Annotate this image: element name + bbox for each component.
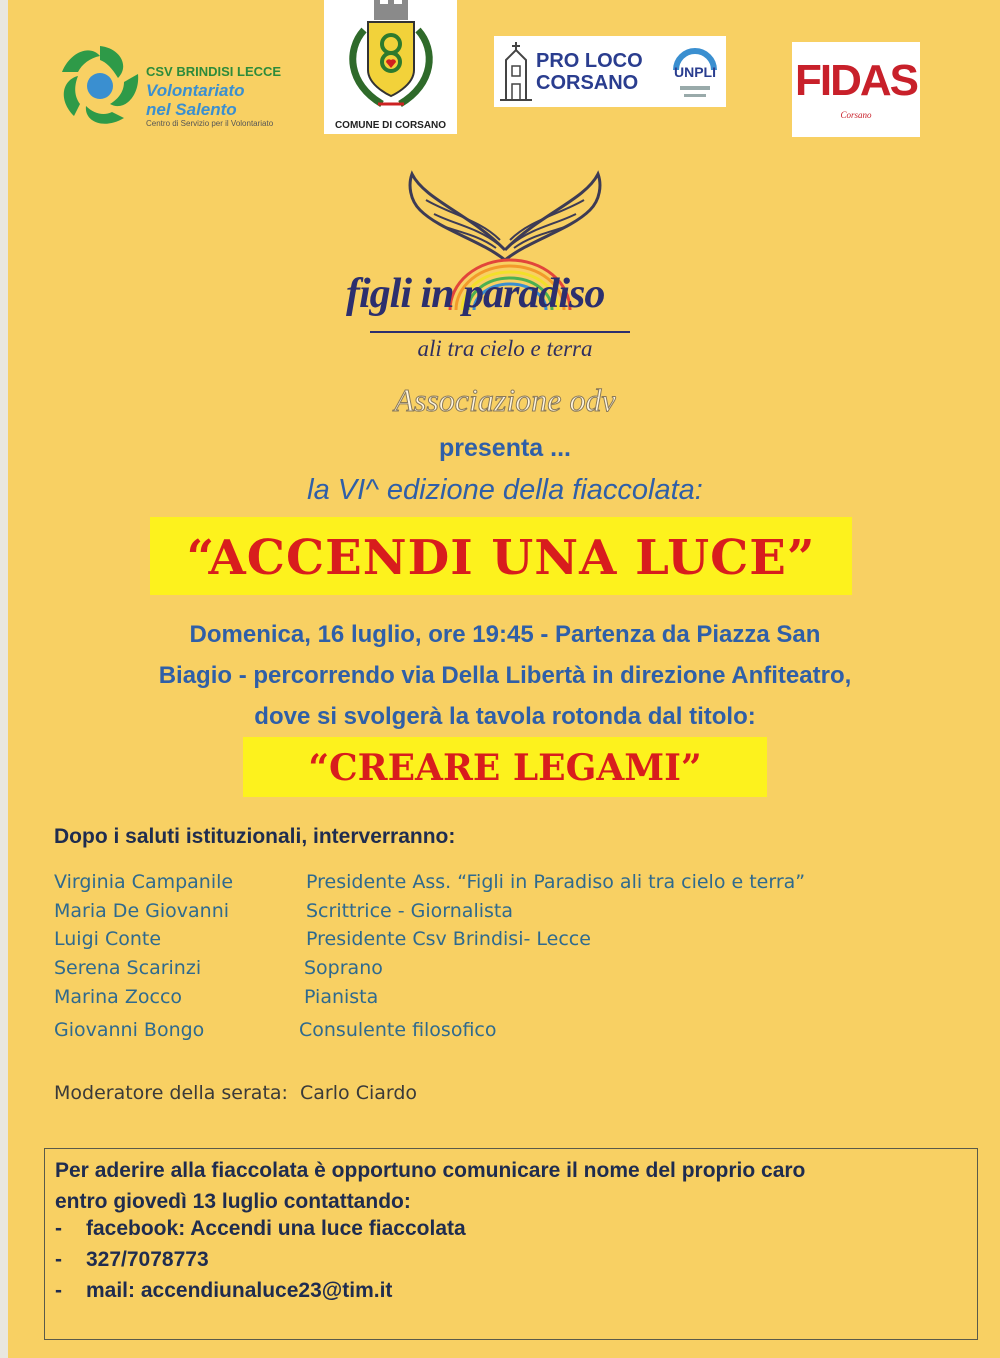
bullet-dash: - bbox=[55, 1279, 62, 1302]
contact-phone bbox=[55, 1248, 209, 1272]
moderator: Moderatore della serata: Carlo Ciardo bbox=[54, 1082, 418, 1104]
fidas-sub: Corsano bbox=[840, 110, 872, 120]
comune-logo bbox=[324, 0, 457, 134]
csv-line3: nel Salento bbox=[146, 100, 237, 119]
speakers-heading: Dopo i saluti istituzionali, interverranno: bbox=[54, 825, 456, 848]
csv-line4: Centro di Servizio per il Volontariato bbox=[146, 119, 274, 128]
speaker-name: Marina Zocco bbox=[54, 986, 183, 1008]
speaker-name: Giovanni Bongo bbox=[54, 1019, 205, 1041]
csv-line1: CSV BRINDISI LECCE bbox=[146, 64, 282, 79]
proloco-line1: PRO LOCO bbox=[536, 50, 643, 72]
association-type: Associazione odv bbox=[394, 382, 616, 418]
association-name: figli in paradiso bbox=[346, 271, 605, 317]
speaker-role: Consulente filosofico bbox=[299, 1019, 497, 1041]
mail-link[interactable]: mail: accendiunaluce23@tim.it bbox=[86, 1279, 393, 1302]
association-logo bbox=[330, 170, 680, 370]
speaker-name: Serena Scarinzi bbox=[54, 957, 202, 979]
facebook-link[interactable]: facebook: Accendi una luce fiaccolata bbox=[86, 1217, 466, 1240]
details-line-2: Biagio - percorrendo via Della Libertà in direzione Anfiteatro, bbox=[158, 662, 852, 689]
speaker-role: Presidente Ass. “Figli in Paradiso ali tra cielo e terra” bbox=[306, 871, 806, 893]
proloco-logo bbox=[494, 36, 726, 107]
bullet-dash: - bbox=[55, 1248, 62, 1271]
proloco-line2: CORSANO bbox=[536, 72, 639, 94]
details-line-3: dove si svolgerà la tavola rotonda dal titolo: bbox=[254, 703, 756, 730]
contact-line-2: entro giovedì 13 luglio contattando: bbox=[55, 1190, 411, 1213]
contact-line-1: Per aderire alla fiaccolata è opportuno comunicare il nome del proprio caro bbox=[55, 1159, 806, 1182]
csv-logo bbox=[58, 42, 298, 134]
presenta-text: presenta ... bbox=[439, 434, 571, 462]
speaker-role: Scrittrice - Giornalista bbox=[306, 900, 513, 922]
phone-number[interactable]: 327/7078773 bbox=[86, 1248, 209, 1271]
bullet-dash: - bbox=[55, 1217, 62, 1240]
csv-emblem-icon bbox=[58, 42, 144, 132]
details-line-1: Domenica, 16 luglio, ore 19:45 - Partenza da Piazza San bbox=[189, 621, 821, 648]
contact-box bbox=[44, 1148, 978, 1340]
edition-text: la VI^ edizione della fiaccolata: bbox=[307, 474, 703, 506]
roundtable-title: “CREARE LEGAMI” bbox=[308, 747, 702, 789]
speaker-name: Maria De Giovanni bbox=[54, 900, 230, 922]
speaker-name: Luigi Conte bbox=[54, 928, 162, 950]
speaker-role: Presidente Csv Brindisi- Lecce bbox=[306, 928, 591, 950]
speaker-role: Pianista bbox=[304, 986, 379, 1008]
association-tagline: ali tra cielo e terra bbox=[417, 336, 593, 361]
speaker-role: Soprano bbox=[304, 957, 383, 979]
unpli-badge bbox=[668, 40, 722, 104]
speaker-name: Virginia Campanile bbox=[54, 871, 234, 893]
csv-line2: Volontariato bbox=[146, 81, 245, 100]
church-icon bbox=[498, 40, 534, 104]
contact-intro bbox=[55, 1155, 955, 1217]
crest-icon bbox=[324, 0, 457, 118]
comune-label: COMUNE DI CORSANO bbox=[334, 120, 447, 131]
contact-facebook bbox=[55, 1217, 466, 1241]
contact-mail bbox=[55, 1279, 392, 1303]
page-edge bbox=[0, 0, 8, 1358]
event-details bbox=[40, 614, 970, 737]
unpli-label: UNPLI bbox=[674, 64, 716, 80]
fidas-logo bbox=[792, 42, 920, 137]
fidas-label: FIDAS bbox=[795, 56, 917, 105]
event-title: “ACCENDI UNA LUCE” bbox=[186, 530, 816, 586]
